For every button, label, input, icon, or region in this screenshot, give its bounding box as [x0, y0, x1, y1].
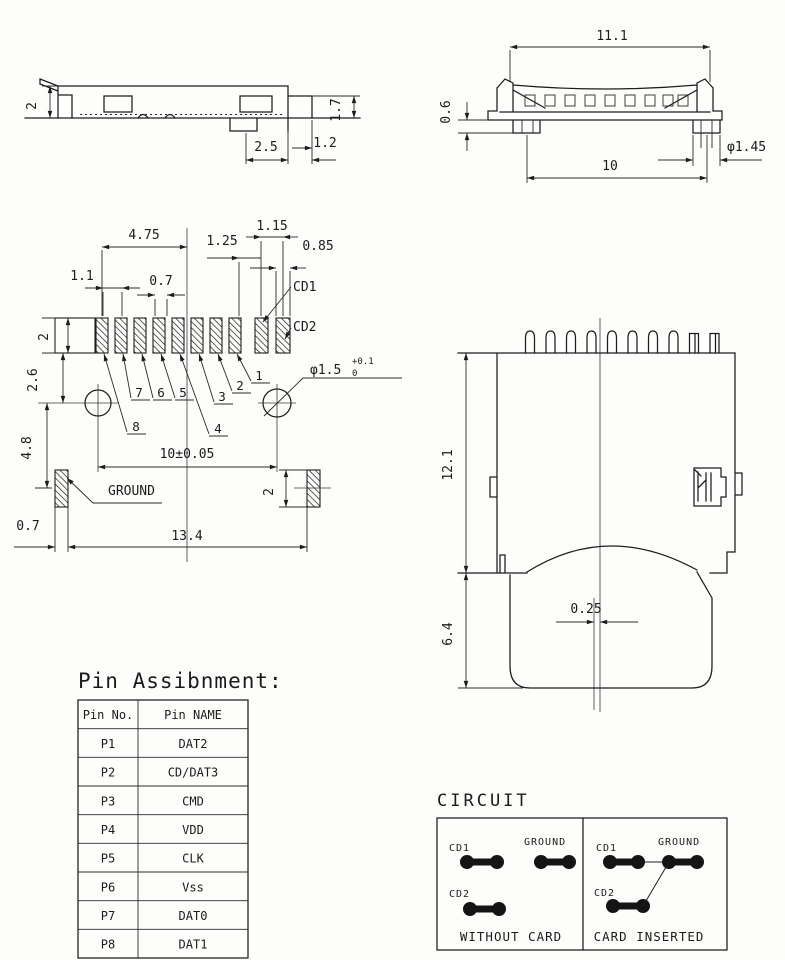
dim-total-width: 13.4 [171, 529, 203, 544]
top-view-latch [694, 468, 726, 506]
dim-side-step: 1.2 [313, 136, 337, 151]
pin-table-rows [101, 737, 219, 952]
side-view-window-left [104, 96, 132, 112]
dim-offset: 0.25 [570, 602, 602, 617]
pin-number-3: 3 [218, 389, 226, 404]
cd1-leader [263, 287, 291, 322]
dim-front-leg-dia: φ1.45 [727, 140, 767, 155]
side-view [25, 79, 360, 164]
dim-padh: 2 [37, 333, 52, 341]
cell-name: VDD [182, 823, 204, 837]
cd1-contact [460, 855, 504, 869]
cell-name: CLK [182, 851, 204, 866]
cell-name: CD/DAT3 [167, 765, 219, 780]
pin-number-5: 5 [179, 385, 187, 400]
top-view-card-outline [510, 546, 712, 688]
cd1-label: CD1 [293, 280, 317, 295]
circuit-without-card [449, 837, 576, 944]
cd2-label: CD2 [594, 888, 616, 899]
hole-dia: φ1.5 [310, 363, 342, 378]
dim-11: 1.1 [70, 269, 94, 284]
pin-number-1: 1 [255, 368, 263, 383]
cd1-label: CD1 [449, 843, 471, 854]
cell-no: P4 [100, 823, 116, 837]
cd2-contact [463, 902, 506, 916]
layout-ground-pad-left [55, 470, 68, 507]
layout-cd1-pad [255, 318, 268, 353]
circuit-card-inserted [594, 837, 705, 944]
circuit-title: CIRCUIT [437, 791, 530, 811]
circuit-section [437, 791, 727, 950]
pin-table [78, 669, 283, 958]
top-view [441, 318, 742, 712]
pin-number-2: 2 [236, 378, 244, 393]
layout-ground-pad-right [307, 470, 320, 507]
front-view-slots [525, 95, 688, 106]
dim-48: 4.8 [20, 436, 35, 460]
without-card-caption: WITHOUT CARD [459, 929, 563, 944]
cell-name: DAT2 [178, 737, 208, 751]
cell-no: P3 [100, 794, 116, 809]
hole-dia-leader [264, 378, 402, 416]
cd1-label: CD1 [596, 843, 618, 854]
dim-side-height: 2 [25, 102, 40, 110]
cell-name: Vss [182, 880, 204, 895]
pin-table-title: Pin Assibnment: [78, 669, 283, 693]
pin-number-4: 4 [214, 421, 222, 436]
ground-label: GROUND [524, 837, 567, 848]
dim-gpad-w2: 2 [262, 488, 277, 496]
cell-no: P2 [100, 765, 116, 780]
ground-label: GROUND [658, 837, 701, 848]
front-view-pins [522, 120, 712, 148]
ground-contact [534, 855, 576, 869]
layout-housing-pad [55, 318, 95, 353]
hole-tol-dn: 0 [352, 369, 358, 379]
cd2-ground-wire [643, 862, 669, 906]
dim-card: 6.4 [441, 622, 456, 646]
dim-085: 0.85 [302, 239, 334, 254]
side-view-outline [40, 79, 312, 131]
cell-no: P8 [100, 937, 116, 952]
cell-name: DAT0 [178, 909, 208, 923]
layout-cd2-pad [276, 318, 290, 353]
layout-signal-pads [96, 318, 241, 353]
front-view-ext-lines [458, 50, 720, 183]
front-view [439, 29, 766, 183]
pin-table-col-name: Pin NAME [164, 708, 222, 722]
pin-number-7: 7 [135, 385, 143, 400]
dim-front-width: 11.1 [596, 29, 628, 44]
card-inserted-caption: CARD INSERTED [593, 929, 705, 944]
hole-tol-up: +0.1 [352, 357, 374, 367]
cell-name: DAT1 [178, 937, 208, 952]
dim-front-leg-span: 10 [602, 159, 618, 174]
cell-no: P1 [100, 737, 116, 751]
pin-number-8: 8 [132, 419, 140, 434]
cd2-label: CD2 [449, 889, 471, 900]
dim-span: 10±0.05 [159, 447, 215, 462]
dim-115: 1.15 [256, 219, 288, 234]
cell-no: P6 [100, 880, 116, 895]
layout-view [14, 219, 402, 562]
dim-07: 0.7 [149, 274, 173, 289]
dim-depth: 12.1 [441, 449, 456, 481]
top-view-centerline [594, 318, 600, 712]
dim-gpad-width: 0.7 [16, 519, 40, 534]
ground-label: GROUND [108, 484, 155, 499]
cd2-label: CD2 [293, 320, 317, 335]
dim-side-right-height: 1.7 [329, 98, 344, 122]
dim-front-standoff: 0.6 [439, 100, 454, 124]
dim-125: 1.25 [206, 234, 238, 249]
side-view-window-right [240, 96, 272, 112]
cell-no: P5 [100, 851, 116, 866]
pin-table-col-no: Pin No. [82, 708, 134, 722]
dim-475: 4.75 [128, 228, 160, 243]
top-view-pins [526, 331, 720, 353]
pin-number-6: 6 [157, 385, 165, 400]
cell-no: P7 [100, 909, 116, 923]
dim-26: 2.6 [26, 368, 41, 392]
cell-name: CMD [182, 794, 204, 809]
dim-side-tab: 2.5 [254, 140, 278, 155]
